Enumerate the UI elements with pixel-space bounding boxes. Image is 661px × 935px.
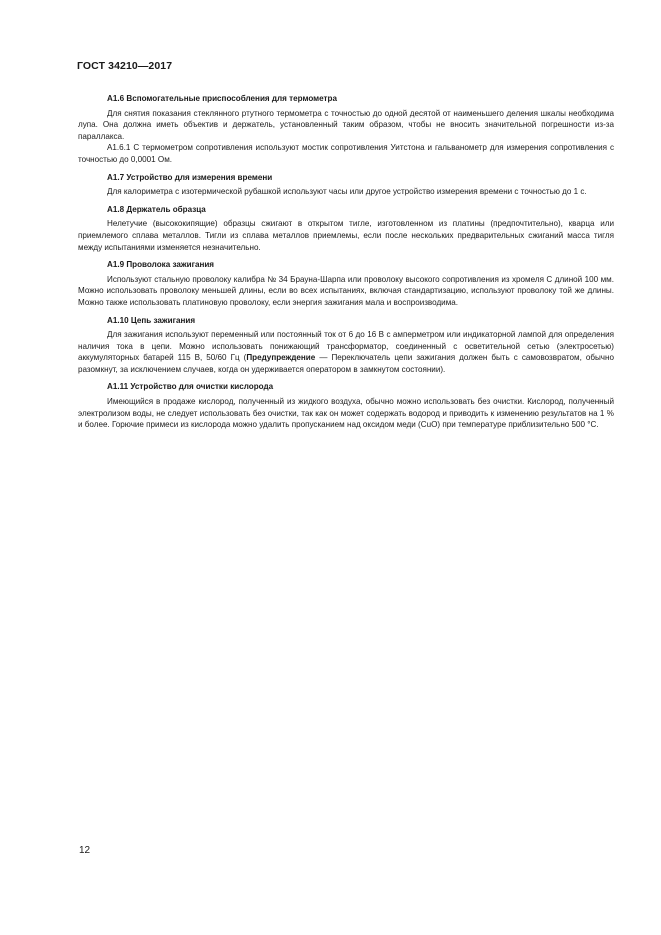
paragraph [78, 329, 614, 375]
section-title: А1.7 Устройство для измерения времени [107, 172, 273, 182]
document-header: ГОСТ 34210—2017 [77, 60, 173, 72]
document-body [78, 93, 614, 437]
paragraph: А1.6.1 С термометром сопротивления используют мостик сопротивления Уитстона и гальванометр для измерения сопротивления с точностью до 0,0001 Ом. [78, 143, 614, 164]
section-a1-9 [78, 259, 614, 308]
section-title: А1.11 Устройство для очистки кислорода [107, 382, 274, 392]
section-a1-6 [78, 93, 614, 166]
paragraph: Имеющийся в продаже кислород, полученный из жидкого воздуха, обычно можно использовать без очистки. Кислород, полученный электролизом воды, не следует использовать без очистки, так как он может содержать водород и приводить к изменению результатов на 1 % и более. Горючие примеси из кислорода можно удалить пропусканием над оксидом меди (CuO) при температуре приблизительно 500 °С. [78, 397, 614, 430]
section-a1-10 [78, 315, 614, 376]
section-a1-11 [78, 381, 614, 430]
paragraph: Для калориметра с изотермической рубашкой используют часы или другое устройство измерения времени с точностью до 1 с. [107, 187, 587, 197]
paragraph: Используют стальную проволоку калибра № 34 Брауна-Шарпа или проволоку высокого сопротивления из хромеля С длиной 100 мм. Можно использовать проволоку меньшей длины, если во всех испытаниях, включая стандартизацию, используют проволоку той же длины. Можно также использовать платиновую проволоку, если энергия зажигания мала и воспроизводима. [78, 274, 614, 307]
page-number: 12 [79, 845, 91, 856]
section-title: А1.10 Цепь зажигания [107, 315, 196, 325]
paragraph-text: Для зажигания используют переменный или постоянный ток от 6 до 16 В с амперметром или индикаторной лампой для определения наличия тока в цепи. Можно использовать понижающий трансформатор, соединенный с осветительной сетью (электросетью) аккумуляторных батарей 115 В, 50/60 Гц ( [78, 330, 614, 363]
section-title: А1.9 Проволока зажигания [107, 260, 215, 270]
section-a1-8 [78, 204, 614, 253]
section-title: А1.8 Держатель образца [107, 204, 206, 214]
paragraph-text: — Переключатель цепи зажигания должен быть с самовозвратом, обычно разомкнут, за исключением случаев, когда он удерживается оператором в замкнутом состоянии). [78, 353, 614, 374]
warning-label: Предупреждение [246, 353, 316, 363]
paragraph: Для снятия показания стеклянного ртутного термометра с точностью до одной десятой от наименьшего деления шкалы необходима лупа. Она должна иметь объектив и держатель, установленный таким образом, чтобы не вносить значительной погрешности из-за параллакса. [78, 108, 614, 141]
section-title: А1.6 Вспомогательные приспособления для термометра [107, 94, 337, 103]
paragraph: Нелетучие (высококипящие) образцы сжигают в открытом тигле, изготовленном из платины (предпочтительно), кварца или приемлемого сплава металлов. Тигли из сплава металлов приемлемы, если после нескольких предварительных сжиганий масса тигля между испытаниями изменяется незначительно. [78, 219, 614, 252]
section-a1-7 [78, 172, 614, 198]
